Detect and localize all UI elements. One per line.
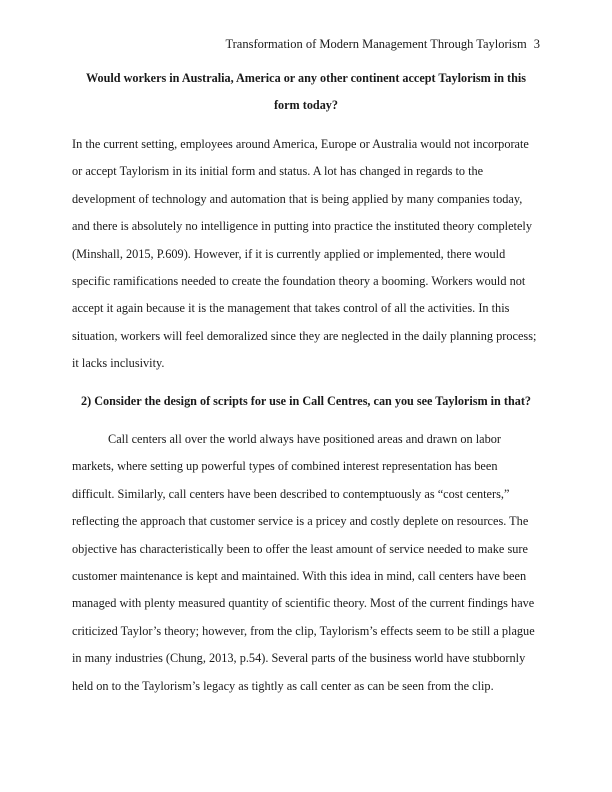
page-number: 3: [533, 37, 540, 51]
body-paragraph-1: In the current setting, employees around America, Europe or Australia would not incorporate or accept Taylorism in its initial form and status. A lot has changed in regards to the development of technology and automation that is being applied by many companies today, and there is absolutely no intelligence in putting into practice the instituted theory completely (Minshall, 2015, P.609). However, if it is currently applied or implemented, there would specific ramifications needed to create the foundation theory a booming. Workers would not accept it again because it is the management that takes control of all the activities. In this situation, workers will feel demoralized since they are neglected in the daily planning process; it lacks inclusivity.: [72, 137, 537, 371]
body-paragraph-2: Call centers all over the world always have positioned areas and drawn on labor markets, where setting up powerful types of combined interest representation has been difficult. Similarly, call centers have been described to contemptuously as “cost centers,” reflecting the approach that customer service is a pricey and costly deplete on resources. The objective has characteristically been to offer the least amount of service needed to make sure customer maintenance is kept and maintained. With this idea in mind, call centers have been managed with plenty measured quantity of scientific theory. Most of the current findings have criticized Taylor’s theory; however, from the clip, Taylorism’s effects seem to be still a plague in many industries (Chung, 2013, p.54). Several parts of the business world have stubbornly held on to the Taylorism’s legacy as tightly as call center as can be seen from the clip.: [72, 432, 535, 693]
section-heading-1: Would workers in Australia, America or any other continent accept Taylorism in this form today?: [86, 71, 526, 113]
running-header: [225, 36, 540, 52]
section-heading-2: 2) Consider the design of scripts for use in Call Centres, can you see Taylorism in that?: [81, 394, 531, 408]
running-title: Transformation of Modern Management Through Taylorism: [225, 37, 527, 51]
